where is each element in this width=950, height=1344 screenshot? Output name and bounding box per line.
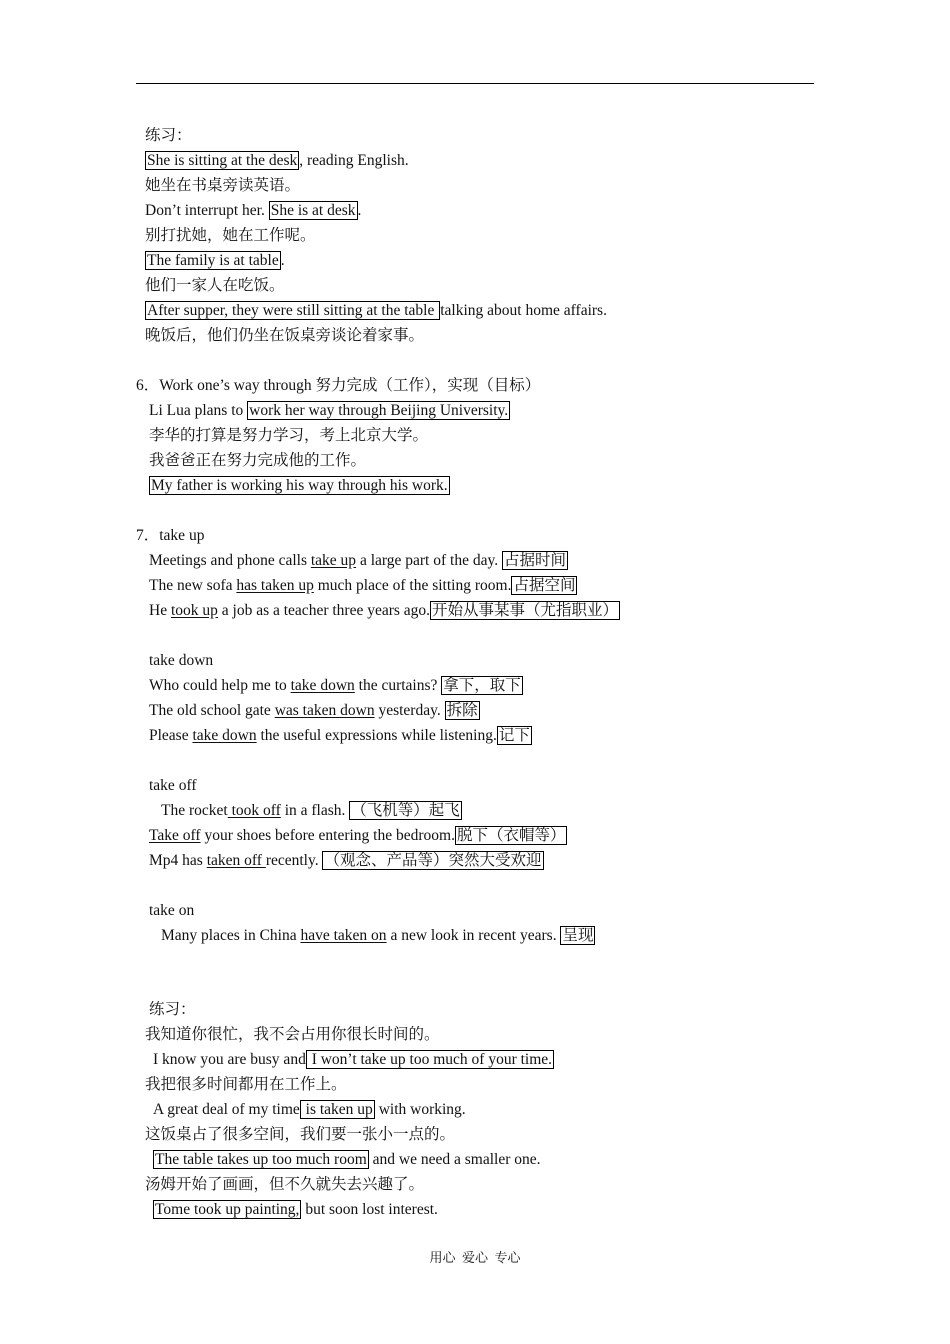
text-run: take off bbox=[149, 777, 197, 794]
boxed-answer: 拿下，取下 bbox=[443, 677, 521, 694]
text-line bbox=[136, 376, 540, 396]
text-run: Who could help me to bbox=[149, 677, 291, 694]
text-run: Many places in China bbox=[161, 927, 301, 944]
text-line bbox=[145, 301, 607, 321]
underlined-phrase: took off bbox=[227, 802, 281, 819]
text-line bbox=[145, 251, 285, 271]
text-run: The new sofa bbox=[149, 577, 237, 594]
boxed-answer: She is at desk bbox=[270, 202, 356, 219]
boxed-answer: I won’t take up too much of your time. bbox=[307, 1051, 553, 1068]
text-line bbox=[153, 1150, 541, 1170]
text-line bbox=[149, 426, 428, 446]
text-run: 这饭桌占了很多空间，我们要一张小一点的。 bbox=[145, 1126, 456, 1143]
boxed-answer: 开始从事某事（尤指职业） bbox=[432, 602, 619, 619]
boxed-answer: （观念、产品等）突然大受欢迎 bbox=[324, 852, 542, 869]
text-run: take down bbox=[149, 652, 214, 669]
underlined-phrase: took up bbox=[170, 602, 218, 619]
text-run: the curtains? bbox=[354, 677, 442, 694]
text-line bbox=[145, 226, 316, 246]
underlined-phrase: take up bbox=[310, 552, 357, 569]
text-run: . bbox=[357, 202, 362, 219]
page-footer: 用心 爱心 专心 bbox=[429, 1250, 521, 1265]
text-line bbox=[149, 576, 577, 596]
text-run: recently. bbox=[265, 852, 323, 869]
boxed-answer: 呈现 bbox=[562, 927, 594, 944]
text-line bbox=[149, 901, 194, 921]
underlined-phrase: has taken up bbox=[236, 577, 314, 594]
text-line bbox=[136, 526, 204, 546]
text-run: 别打扰她，她在工作呢。 bbox=[145, 227, 316, 244]
text-run: A great deal of my time bbox=[153, 1101, 300, 1118]
text-line bbox=[149, 676, 523, 696]
text-run: 李华的打算是努力学习，考上北京大学。 bbox=[149, 427, 429, 444]
text-line bbox=[145, 1125, 455, 1145]
text-line bbox=[149, 651, 213, 671]
text-run: a new look in recent years. bbox=[386, 927, 561, 944]
text-line bbox=[153, 1100, 466, 1120]
text-run: 7．take up bbox=[136, 527, 205, 544]
text-run: take on bbox=[149, 902, 195, 919]
text-line bbox=[145, 201, 361, 221]
text-run: 晚饭后，他们仍坐在饭桌旁谈论着家事。 bbox=[145, 327, 425, 344]
text-line bbox=[145, 1175, 424, 1195]
text-line bbox=[145, 1075, 347, 1095]
text-line bbox=[149, 826, 567, 846]
text-line bbox=[153, 1200, 438, 1220]
text-line bbox=[149, 701, 480, 721]
text-run: 我爸爸正在努力完成他的工作。 bbox=[149, 452, 367, 469]
text-run: Li Lua plans to bbox=[149, 402, 248, 419]
boxed-answer: 记下 bbox=[498, 727, 530, 744]
boxed-answer: 占据时间 bbox=[503, 552, 566, 569]
underlined-phrase: taken off bbox=[206, 852, 266, 869]
text-run: 练习： bbox=[145, 127, 192, 144]
text-run: 汤姆开始了画画，但不久就失去兴趣了。 bbox=[145, 1176, 425, 1193]
text-line bbox=[161, 801, 462, 821]
text-run: The rocket bbox=[161, 802, 228, 819]
header-rule bbox=[136, 83, 814, 84]
text-line bbox=[149, 776, 196, 796]
text-line bbox=[161, 926, 595, 946]
text-run: 他们一家人在吃饭。 bbox=[145, 277, 285, 294]
text-line bbox=[149, 551, 568, 571]
text-run: Don’t interrupt her. bbox=[145, 202, 269, 219]
text-run: Meetings and phone calls bbox=[149, 552, 311, 569]
text-run: I know you are busy and bbox=[153, 1051, 306, 1068]
text-run: Mp4 has bbox=[149, 852, 207, 869]
boxed-answer: Tome took up painting, bbox=[155, 1201, 300, 1218]
text-run: 她坐在书桌旁读英语。 bbox=[145, 177, 301, 194]
text-run: with working. bbox=[374, 1101, 466, 1118]
text-line bbox=[149, 451, 366, 471]
text-run: 练习： bbox=[149, 1001, 196, 1018]
text-run: talking about home affairs. bbox=[440, 302, 607, 319]
boxed-answer: 占据空间 bbox=[513, 577, 576, 594]
text-line bbox=[145, 176, 300, 196]
text-run: 我把很多时间都用在工作上。 bbox=[145, 1076, 347, 1093]
text-line bbox=[145, 151, 409, 171]
text-run: 我知道你很忙，我不会占用你很长时间的。 bbox=[145, 1026, 440, 1043]
text-line bbox=[145, 326, 424, 346]
text-line bbox=[149, 401, 510, 421]
underlined-phrase: take down bbox=[290, 677, 355, 694]
underlined-phrase: Take off bbox=[149, 827, 201, 844]
text-run: 6．Work one’s way through 努力完成（工作），实现（目标） bbox=[136, 377, 541, 394]
boxed-answer: After supper, they were still sitting at the table bbox=[147, 302, 439, 319]
boxed-answer: 拆除 bbox=[446, 702, 478, 719]
boxed-answer: is taken up bbox=[301, 1101, 373, 1118]
boxed-answer: 脱下（衣帽等） bbox=[456, 827, 566, 844]
text-line bbox=[149, 851, 544, 871]
text-line bbox=[149, 1000, 196, 1020]
boxed-answer: The family is at table bbox=[147, 252, 279, 269]
underlined-phrase: take down bbox=[192, 727, 257, 744]
text-line bbox=[149, 476, 450, 496]
boxed-answer: My father is working his way through his work. bbox=[151, 477, 448, 494]
text-run: much place of the sitting room. bbox=[313, 577, 512, 594]
text-run: a job as a teacher three years ago. bbox=[217, 602, 431, 619]
boxed-answer: work her way through Beijing University. bbox=[249, 402, 509, 419]
text-run: a large part of the day. bbox=[356, 552, 502, 569]
boxed-answer: She is sitting at the desk bbox=[147, 152, 298, 169]
underlined-phrase: have taken on bbox=[300, 927, 387, 944]
text-run: and we need a smaller one. bbox=[368, 1151, 541, 1168]
text-line bbox=[145, 276, 285, 296]
text-line bbox=[153, 1050, 554, 1070]
boxed-answer: （飞机等）起飞 bbox=[351, 802, 460, 819]
text-run: yesterday. bbox=[374, 702, 445, 719]
text-run: in a flash. bbox=[280, 802, 350, 819]
text-run: your shoes before entering the bedroom. bbox=[200, 827, 455, 844]
text-run: The old school gate bbox=[149, 702, 275, 719]
text-run: but soon lost interest. bbox=[301, 1201, 438, 1218]
text-run: . bbox=[280, 252, 285, 269]
text-line bbox=[145, 126, 192, 146]
text-line bbox=[149, 726, 532, 746]
text-run: the useful expressions while listening. bbox=[256, 727, 497, 744]
text-line bbox=[149, 601, 620, 621]
boxed-answer: The table takes up too much room bbox=[155, 1151, 367, 1168]
text-line bbox=[145, 1025, 440, 1045]
text-run: , reading English. bbox=[299, 152, 409, 169]
text-run: He bbox=[149, 602, 171, 619]
text-run: Please bbox=[149, 727, 193, 744]
underlined-phrase: was taken down bbox=[274, 702, 375, 719]
